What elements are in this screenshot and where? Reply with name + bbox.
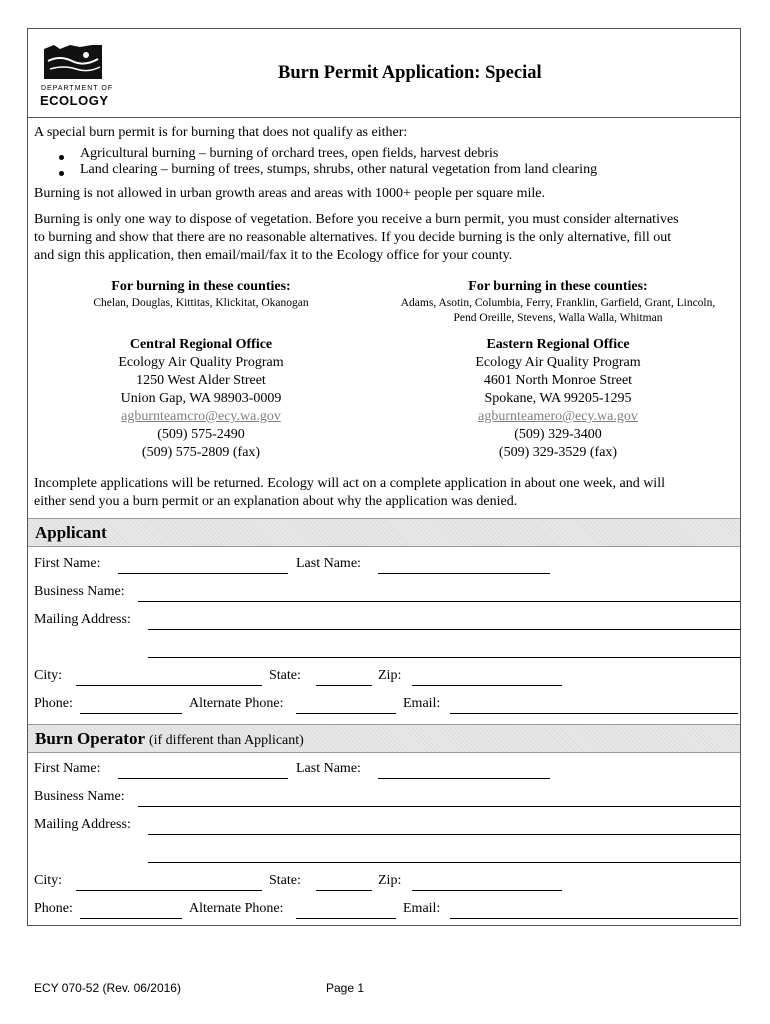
operator-last-name-field[interactable]: [378, 778, 550, 779]
form-header: [28, 29, 740, 118]
eastern-office-phone: (509) 329-3400: [514, 427, 602, 442]
applicant-email-field[interactable]: [450, 713, 738, 714]
applicant-state-label: State:: [269, 668, 301, 683]
applicant-city-field[interactable]: [76, 685, 262, 686]
operator-business-name-field[interactable]: [138, 806, 740, 807]
operator-phone-label: Phone:: [34, 901, 73, 916]
right-counties-heading: For burning in these counties:: [468, 279, 648, 294]
central-office-email-link[interactable]: agburnteamcro@ecy.wa.gov: [121, 409, 281, 424]
operator-mailing-address-label: Mailing Address:: [34, 817, 131, 832]
central-office-name: Central Regional Office: [129, 337, 273, 352]
applicant-section-header: [28, 518, 740, 547]
operator-mailing-address-field[interactable]: [148, 834, 740, 835]
applicant-state-field[interactable]: [316, 685, 372, 686]
operator-section-header: [28, 724, 740, 753]
applicant-last-name-field[interactable]: [378, 573, 550, 574]
operator-section-title: [35, 729, 304, 749]
central-office-fax: (509) 575-2809 (fax): [141, 445, 261, 460]
alternatives-text-line: Burning is only one way to dispose of vegetation. Before you receive a burn permit, you must consider alternatives: [34, 212, 679, 227]
eastern-office-email-link[interactable]: agburnteamero@ecy.wa.gov: [478, 409, 638, 424]
applicant-mailing-address-label: Mailing Address:: [34, 612, 131, 627]
central-office-program: Ecology Air Quality Program: [118, 355, 284, 370]
logo-department-text: DEPARTMENT OF: [41, 85, 114, 92]
applicant-zip-field[interactable]: [412, 685, 562, 686]
applicant-zip-label: Zip:: [378, 668, 402, 683]
eastern-office-fax: (509) 329-3529 (fax): [498, 445, 618, 460]
operator-zip-label: Zip:: [378, 873, 402, 888]
applicant-alt-phone-label: Alternate Phone:: [189, 696, 284, 711]
applicant-mailing-address-field-2[interactable]: [148, 657, 740, 658]
alternatives-text-line: to burning and show that there are no reasonable alternatives. If you decide burning is the only alternative, fill out: [34, 230, 672, 245]
operator-alt-phone-label: Alternate Phone:: [189, 901, 284, 916]
form-frame: [27, 28, 741, 926]
bullet-icon: [59, 171, 64, 176]
form-id-footer: ECY 070-52 (Rev. 06/2016): [34, 981, 181, 995]
applicant-first-name-field[interactable]: [118, 573, 288, 574]
applicant-email-label: Email:: [403, 696, 441, 711]
operator-first-name-field[interactable]: [118, 778, 288, 779]
incomplete-notice-line: Incomplete applications will be returned. Ecology will act on a complete application in about one week, and will: [34, 476, 665, 491]
operator-section-subtitle: (if different than Applicant): [148, 733, 304, 748]
right-counties-list: [373, 296, 743, 326]
operator-email-field[interactable]: [450, 918, 738, 919]
eastern-office-street: 4601 North Monroe Street: [483, 373, 633, 388]
applicant-section-title: Applicant: [35, 523, 107, 542]
applicant-phone-field[interactable]: [80, 713, 182, 714]
applicant-business-name-label: Business Name:: [34, 584, 125, 599]
applicant-business-name-field[interactable]: [138, 601, 740, 602]
eastern-office-city: Spokane, WA 99205-1295: [484, 391, 632, 406]
central-office-phone: (509) 575-2490: [157, 427, 245, 442]
eastern-office-name: Eastern Regional Office: [486, 337, 630, 352]
operator-zip-field[interactable]: [412, 890, 562, 891]
applicant-last-name-label: Last Name:: [296, 556, 361, 571]
right-counties-line: Pend Oreille, Stevens, Walla Walla, Whitman: [453, 312, 663, 324]
left-counties-list: Chelan, Douglas, Kittitas, Klickitat, Okanogan: [93, 297, 309, 309]
operator-section-title-text: Burn Operator: [35, 729, 145, 748]
operator-phone-field[interactable]: [80, 918, 182, 919]
operator-last-name-label: Last Name:: [296, 761, 361, 776]
central-office-block: [76, 336, 326, 462]
operator-first-name-label: First Name:: [34, 761, 101, 776]
page-title: Burn Permit Application: Special: [278, 63, 542, 83]
bullet-item: Agricultural burning – burning of orchard trees, open fields, harvest debris: [80, 146, 499, 161]
eastern-office-program: Ecology Air Quality Program: [475, 355, 641, 370]
operator-alt-phone-field[interactable]: [296, 918, 396, 919]
operator-email-label: Email:: [403, 901, 441, 916]
central-office-city: Union Gap, WA 98903-0009: [120, 391, 282, 406]
operator-business-name-label: Business Name:: [34, 789, 125, 804]
intro-text: A special burn permit is for burning that does not qualify as either:: [34, 125, 408, 140]
applicant-phone-label: Phone:: [34, 696, 73, 711]
operator-city-label: City:: [34, 873, 63, 888]
bullet-icon: [59, 155, 64, 160]
operator-city-field[interactable]: [76, 890, 262, 891]
applicant-first-name-label: First Name:: [34, 556, 101, 571]
operator-mailing-address-field-2[interactable]: [148, 862, 740, 863]
applicant-mailing-address-field[interactable]: [148, 629, 740, 630]
applicant-city-label: City:: [34, 668, 63, 683]
urban-notice-text: Burning is not allowed in urban growth areas and areas with 1000+ people per square mile.: [34, 186, 545, 201]
logo-ecology-text: ECOLOGY: [40, 93, 109, 108]
bullet-item: Land clearing – burning of trees, stumps, shrubs, other natural vegetation from land clearing: [80, 162, 598, 177]
eastern-office-block: [433, 336, 683, 462]
operator-state-label: State:: [269, 873, 301, 888]
incomplete-notice-line: either send you a burn permit or an explanation about why the application was denied.: [34, 494, 518, 509]
left-counties-heading: For burning in these counties:: [111, 279, 291, 294]
right-counties-line: Adams, Asotin, Columbia, Ferry, Franklin, Garfield, Grant, Lincoln,: [400, 297, 716, 309]
operator-state-field[interactable]: [316, 890, 372, 891]
alternatives-text-line: and sign this application, then email/mail/fax it to the Ecology office for your county.: [34, 248, 513, 263]
page-number-footer: Page 1: [326, 981, 365, 995]
central-office-street: 1250 West Alder Street: [136, 373, 266, 388]
applicant-alt-phone-field[interactable]: [296, 713, 396, 714]
